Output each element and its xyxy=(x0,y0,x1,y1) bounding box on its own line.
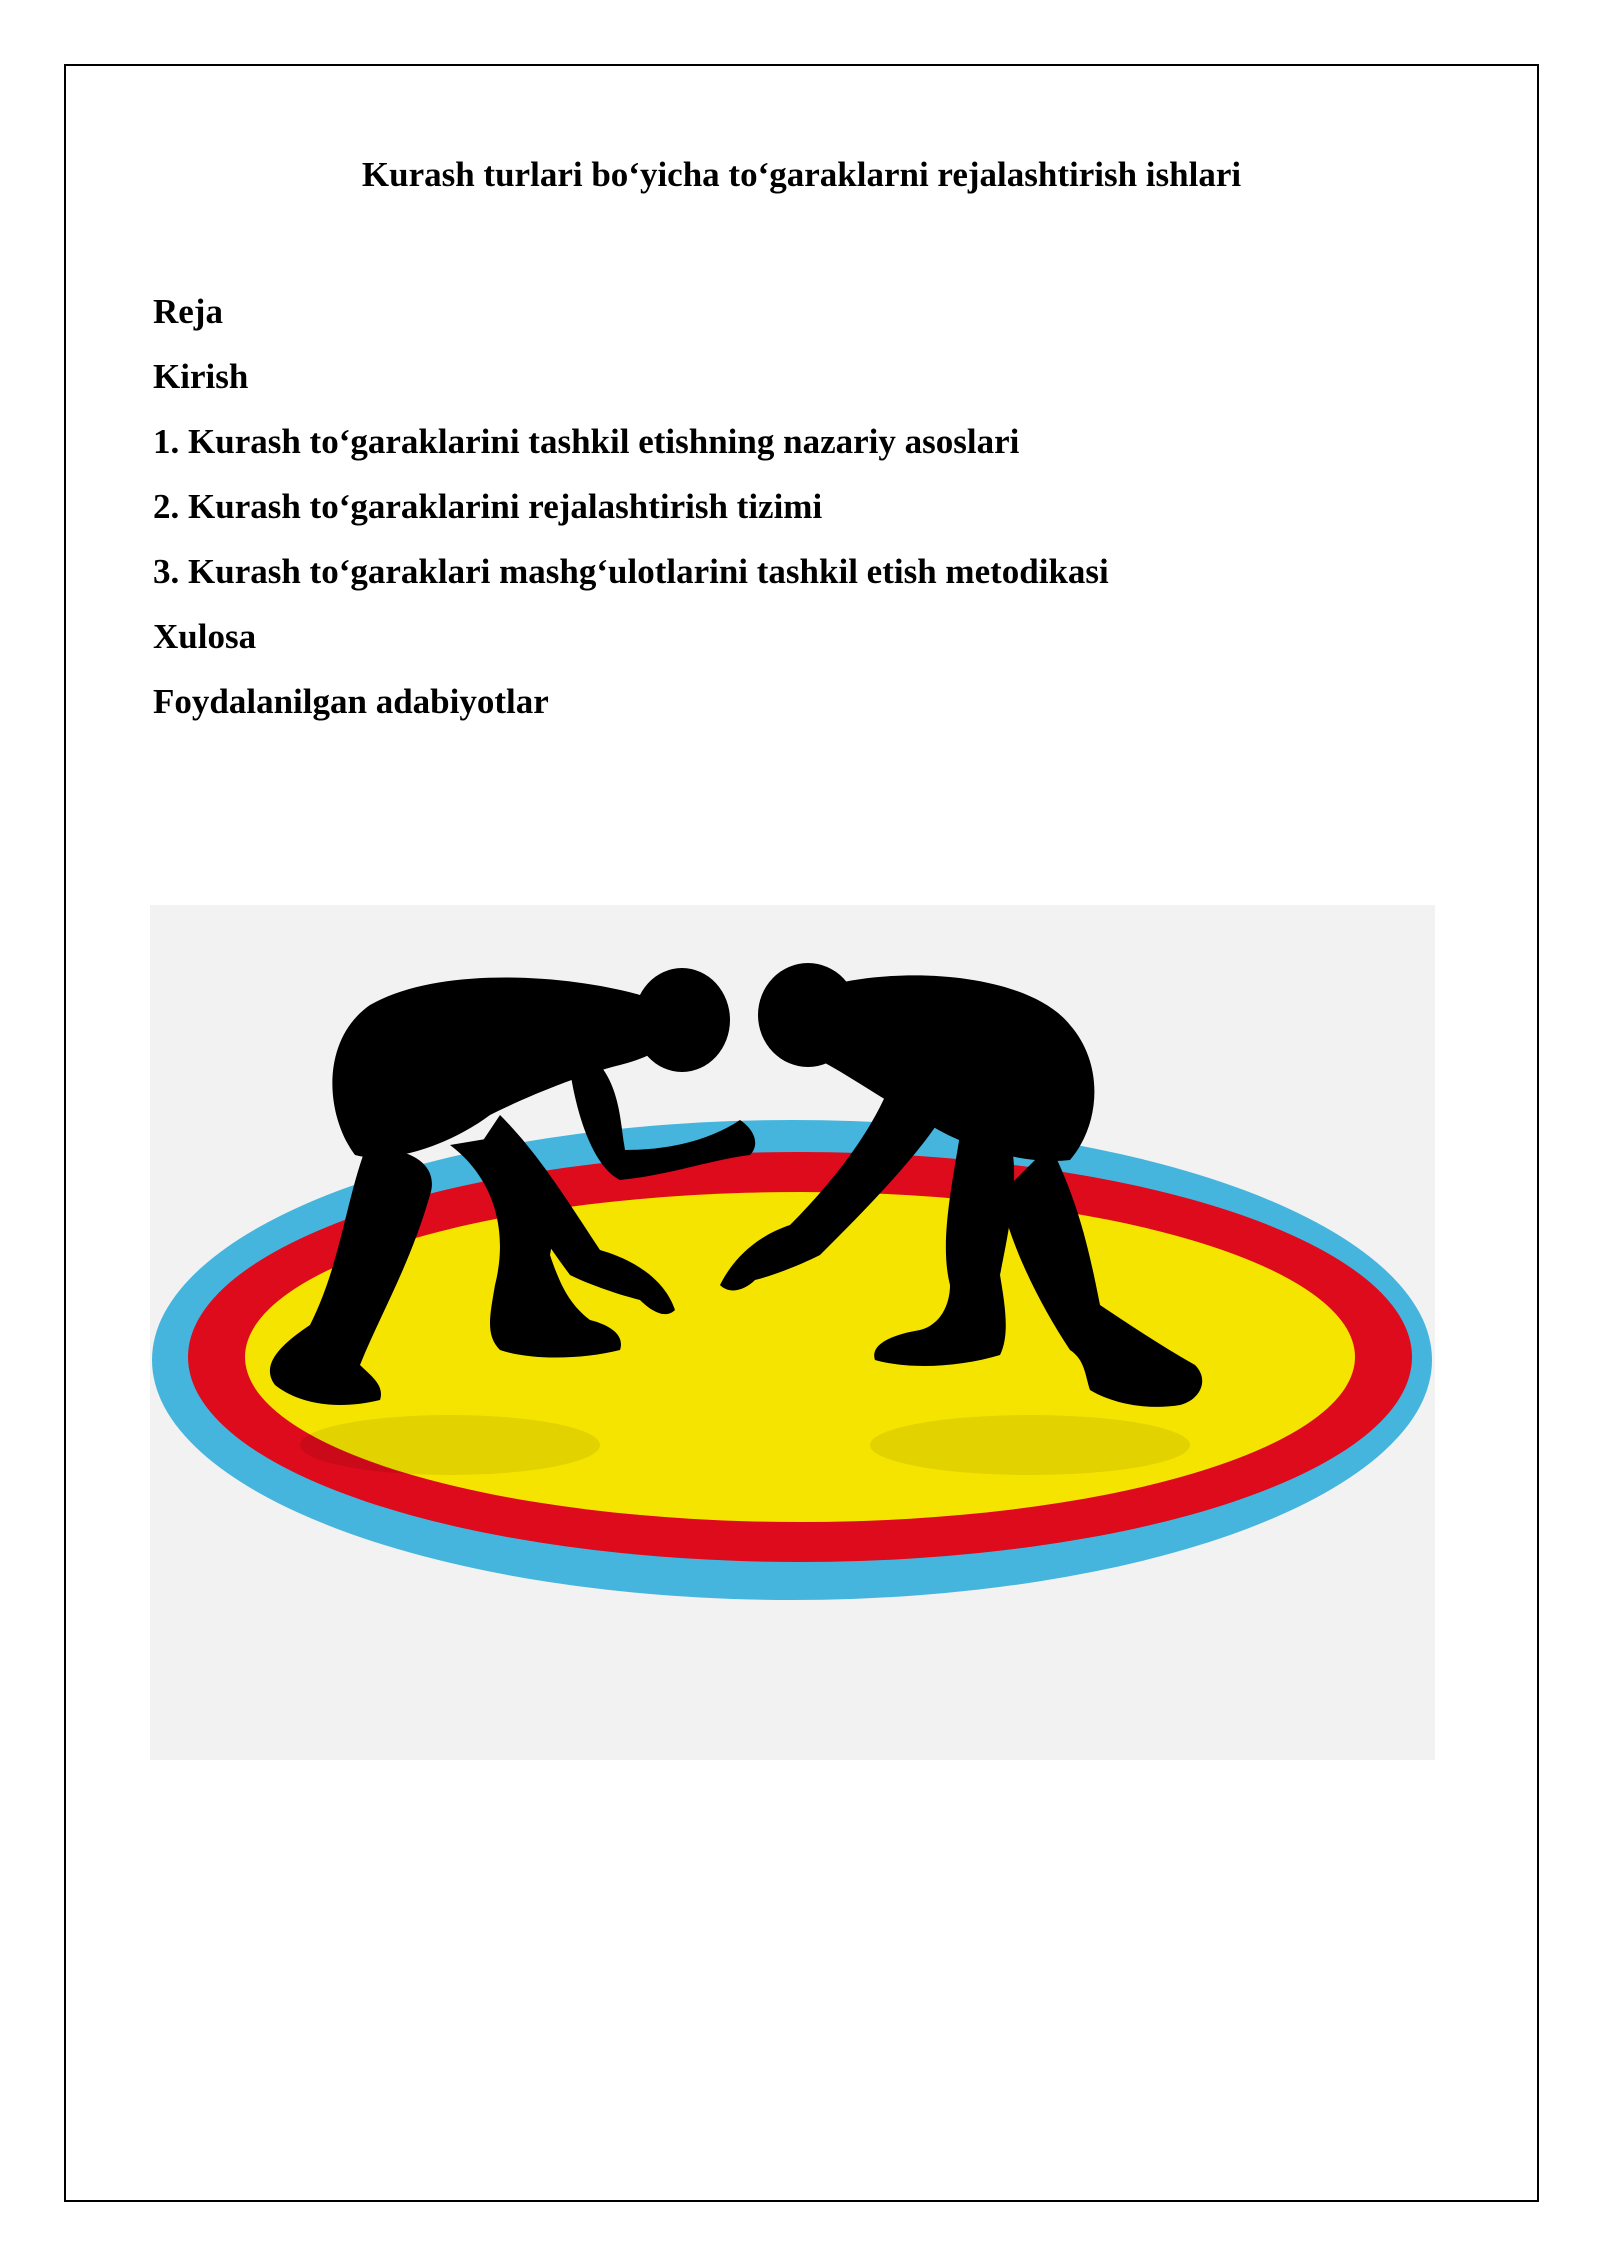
plan-heading: Reja xyxy=(153,292,223,331)
plan-item-introduction: Kirish xyxy=(153,357,249,396)
plan-item-chapter-3: 3. Kurash to‘garaklari mashg‘ulotlarini tashkil etish metodikasi xyxy=(153,552,1109,591)
document-title: Kurash turlari bo‘yicha to‘garaklarni rejalashtirish ishlari xyxy=(361,155,1242,194)
plan-item-conclusion: Xulosa xyxy=(153,617,257,656)
plan-item-chapter-2: 2. Kurash to‘garaklarini rejalashtirish tizimi xyxy=(153,487,823,526)
plan-item-chapter-1: 1. Kurash to‘garaklarini tashkil etishning nazariy asoslari xyxy=(153,422,1020,461)
plan-item-references: Foydalanilgan adabiyotlar xyxy=(153,682,549,721)
plan-list xyxy=(153,279,1109,734)
wrestlers-on-mat-icon xyxy=(150,905,1435,1760)
